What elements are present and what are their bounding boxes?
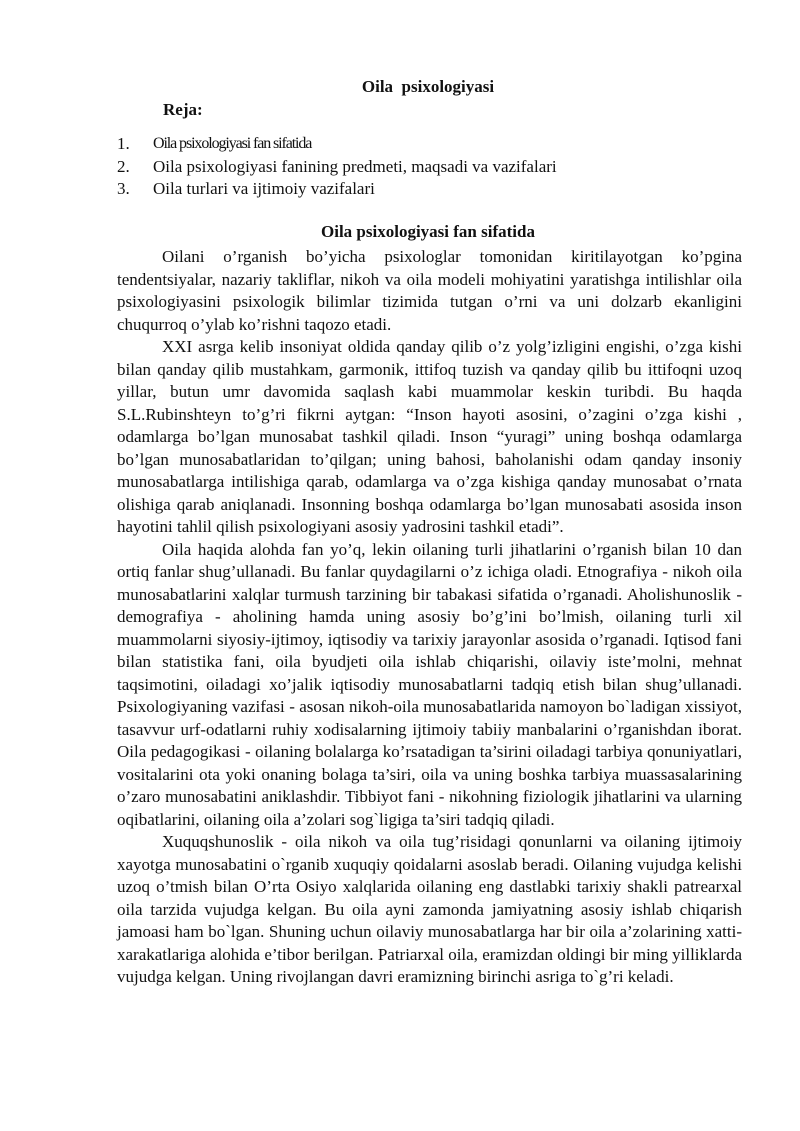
document-title: Oila psixologiyasi [361, 77, 495, 96]
plan-item-number: 3. [117, 179, 130, 198]
paragraph: Xuquqshunoslik - oila nikoh va oila tug’risidagi qonunlarni va oilaning ijtimoiy xayotga munosabatini o`rganib xuquqiy qoidalarni asoslab beradi. Oilaning vujudga kelishi uzoq o’tmish bilan O’rta Osiyo xalqlarida oilaning eng dastlabki tarixiy shakli patrearxal oila tarzida vujudga kelgan. Bu oila ayni zamonda jamiyatning asosiy ishlab chiqarish jamoasi ham bo`lgan. Shuning uchun oilaviy munosabatlarga har bir oila a’zolarining xatti-xarakatlariga alohida e’tibor berilgan. Patriarxal oila, eramizdan oldingi bir ming yilliklarda vujudga kelgan. Uning rivojlangan davri eramizning birinchi asriga to`g’ri keladi. [117, 832, 742, 986]
paragraph: XXI asrga kelib insoniyat oldida qanday qilib o’z yolg’izligini engishi, o’zga kishi bilan qanday qilib mustahkam, garmonik, ittifoq tuzish va qanday qilib bu ittifoqni uzoq yillar, butun umr davomida saqlash kabi muammolar keskin turibdi. Bu haqda S.L.Rubinshteyn to’g’ri fikrni aytgan: “Inson hayoti asosini, o’zagini o’zga kishi , odamlarga bo’lgan munosabat tashkil qiladi. Inson “yuragi” uning boshqa odamlarga bo’lgan munosabatlaridan to’qilgan; uning bahosi, baholanishi odam qanday insoniy munosabatlarga intilishiga qarab, odamlarga va o’zga kishiga qanday munosabat o’rnata olishiga qarab aniqlanadi. Insonning boshqa odamlarga bo’lgan munosabati asosida inson hayotini tahlil qilish psixologiyani asosiy yadrosini tashkil etadi”. [117, 337, 742, 536]
plan-list [117, 133, 557, 201]
plan-item [117, 133, 557, 156]
paragraph: Oila haqida alohda fan yo’q, lekin oilaning turli jihatlarini o’rganish bilan 10 dan ortiq fanlar shug’ullanadi. Bu fanlar quydagilarni o’z ichiga oladi. Etnografiya - nikoh oila munosabatlarini xalqlar turmush tarzining bir tabakasi sifatida o’rganadi. Aholishunoslik - demografiya - aholining hamda uning asosiy bo’g’ini bo’lmish, oilaning turli xil muammolarni siyosiy-ijtimoy, iqtisodiy va tarixiy jarayonlar asosida o’rganadi. Iqtisod fani bilan statistika fani, oila byudjeti oila ishlab chiqarishi, oilaviy iste’molni, mehnat taqsimotini, oiladagi xo’jalik iqtisodiy munosabatlarni tadqiq etish bilan shug’ullanadi. Psixologiyaning vazifasi - asosan nikoh-oila munosabatlarida namoyon bo`ladigan xissiyot, tasavvur urf-odatlarni ruhiy xodisalarning ijtimoiy tabiiy manbalarini o’rganishdan iborat. Oila pedagogikasi - oilaning bolalarga ko’rsatadigan ta’sirini oiladagi tarbiya qonuniyatlari, vositalarini ota yoki onaning bolaga ta’siri, oila va uning boshka tarbiya muassasalarining o’zaro munosabatini aniklashdir. Tibbiyot fani - nikohning fiziologik jihatlarini va ularning oqibatlarini, oilaning oila a’zolari sog`ligiga ta’siri tadqiq qiladi. [117, 539, 742, 829]
plan-item-text: Oila psixologiyasi fan sifatida [153, 135, 312, 152]
body-text [117, 246, 742, 989]
plan-item-number: 2. [117, 156, 130, 176]
section-heading: Oila psixologiyasi fan sifatida [321, 222, 535, 241]
plan-item-number: 1. [117, 134, 130, 153]
plan-item-text: Oila psixologiyasi fanining predmeti, maqsadi va vazifalari [153, 156, 557, 176]
plan-heading: Reja: [163, 100, 203, 119]
paragraph: Oilani o’rganish bo’yicha psixologlar tomonidan kiritilayotgan ko’pgina tendentsiyalar, nazariy takliflar, nikoh va oila modeli mohiyatini yaratishga intilishlar oila psixologiyasini psixologik bilimlar tizimida tutgan o’rni va uni dolzarb ekanligini chuqurroq o’ylab ko’rishni taqozo etadi. [117, 247, 742, 334]
plan-item-text: Oila turlari va ijtimoiy vazifalari [153, 179, 375, 198]
plan-item [117, 178, 557, 201]
plan-item [117, 156, 557, 179]
